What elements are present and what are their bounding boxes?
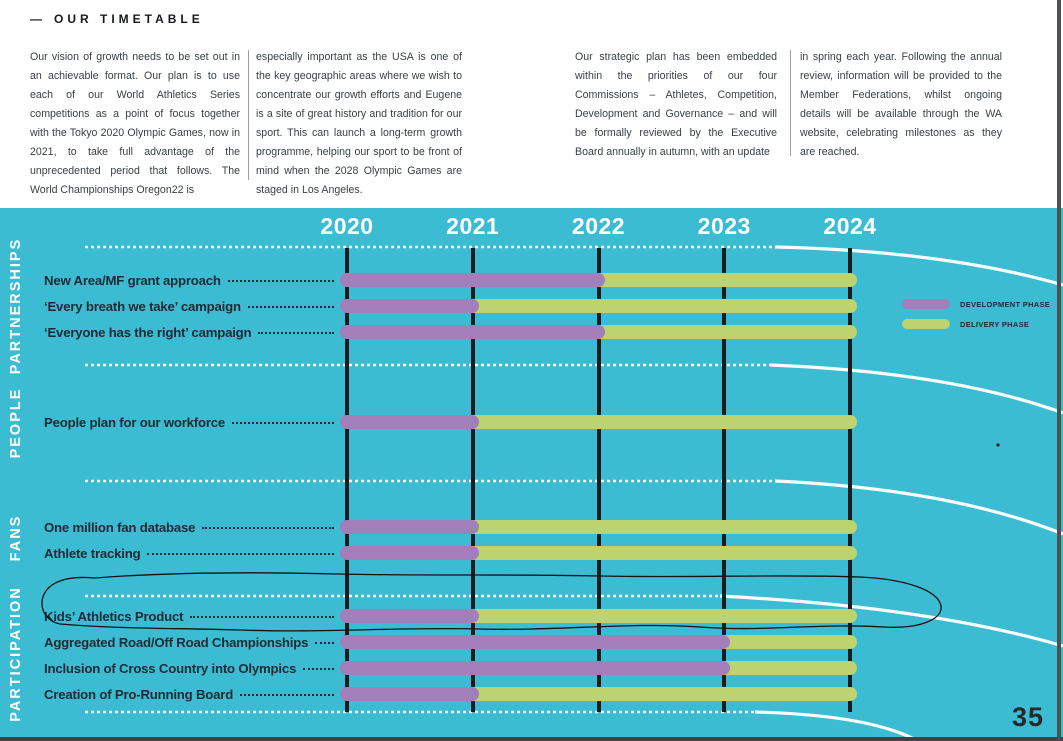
dotted-leader xyxy=(202,527,334,529)
task-label: New Area/MF grant approach xyxy=(44,272,221,288)
year-label-2023: 2023 xyxy=(697,213,751,239)
intro-column-3: Our strategic plan has been embedded within the priorities of our four Commissions – Athletes, Competition, Development and Governance – and will be formally reviewed by the Executive Board annually in autumn, with an update xyxy=(575,51,777,158)
intro-column-4: in spring each year. Following the annual review, information will be provided to the Member Federations, whilst ongoing details will be available through the WA website, celebrating milestones as they are reached. xyxy=(800,51,1002,158)
task-label: ‘Every breath we take’ campaign xyxy=(44,298,241,314)
delivery-bar xyxy=(463,687,857,701)
page-right-edge xyxy=(1057,0,1061,741)
page-number: 35 xyxy=(1012,702,1045,732)
legend-label: DELIVERY PHASE xyxy=(960,319,1030,329)
task-row xyxy=(44,322,336,342)
dotted-leader xyxy=(147,553,334,555)
timetable-chart xyxy=(0,208,1063,737)
task-label: Kids’ Athletics Product xyxy=(44,608,184,624)
development-bar xyxy=(340,415,479,429)
task-row xyxy=(44,270,336,290)
task-row xyxy=(44,543,336,563)
task-label: ‘Everyone has the right’ campaign xyxy=(44,324,252,340)
delivery-bar xyxy=(463,299,857,313)
section-label-people: PEOPLE xyxy=(8,387,24,459)
task-label: People plan for our workforce xyxy=(44,414,226,430)
dotted-leader xyxy=(232,422,334,424)
legend xyxy=(902,299,1050,339)
task-row xyxy=(44,412,336,432)
column-divider xyxy=(790,50,791,156)
year-label-2022: 2022 xyxy=(571,213,626,239)
task-row xyxy=(44,606,336,626)
section-label-fans: FANS xyxy=(8,514,24,562)
intro-column-1: Our vision of growth needs to be set out in an achievable format. Our plan is to use each of our World Athletics Series competitions as a point of focus together with the Tokyo 2020 Olympic Games, now in 2021, to take full advantage of the unprecedented period that follows. The World Championships Oregon22 is xyxy=(30,51,240,196)
task-row xyxy=(44,517,336,537)
section-label-partnerships: PARTNERSHIPS xyxy=(8,237,24,375)
task-row xyxy=(44,658,336,678)
intro-column-2: especially important as the USA is one of the key geographic areas where we wish to concentrate our growth efforts and Eugene is a site of great history and tradition for our sport. This can launch a long-term growth programme, helping our sport to be front of mind when the 2028 Olympic Games are staged in Los Angeles. xyxy=(256,51,462,196)
development-bar xyxy=(340,687,479,701)
page-bottom-edge xyxy=(0,737,1063,741)
task-row xyxy=(44,632,336,652)
lane-curve xyxy=(755,712,918,737)
legend-entry-development xyxy=(902,299,1050,309)
delivery-bar xyxy=(463,520,857,534)
title-text: OUR TIMETABLE xyxy=(54,12,204,26)
ink-dot xyxy=(996,443,999,446)
development-bar xyxy=(340,635,730,649)
development-bar xyxy=(340,299,479,313)
dotted-leader xyxy=(248,306,334,308)
legend-label: DEVELOPMENT PHASE xyxy=(960,299,1051,309)
delivery-bar xyxy=(714,661,857,675)
dotted-leader xyxy=(190,616,334,618)
development-bar xyxy=(340,661,730,675)
column-divider xyxy=(248,50,249,180)
delivery-phase-swatch xyxy=(902,319,950,329)
task-label: Inclusion of Cross Country into Olympics xyxy=(44,660,297,676)
year-label-2021: 2021 xyxy=(446,213,500,239)
year-label-2024: 2024 xyxy=(823,213,877,239)
task-row xyxy=(44,684,336,704)
dotted-leader xyxy=(228,280,334,282)
delivery-bar xyxy=(463,609,857,623)
delivery-bar xyxy=(463,415,857,429)
delivery-bar xyxy=(589,325,858,339)
dotted-leader xyxy=(315,642,334,644)
dotted-leader xyxy=(258,332,334,334)
task-label: Aggregated Road/Off Road Championships xyxy=(44,634,309,650)
development-bar xyxy=(340,325,605,339)
title-dash: — xyxy=(30,12,42,26)
page-title xyxy=(30,12,204,26)
task-label: Creation of Pro-Running Board xyxy=(44,686,234,702)
development-bar xyxy=(340,546,479,560)
section-label-participation: PARTICIPATION xyxy=(8,586,24,722)
delivery-bar xyxy=(463,546,857,560)
year-label-2020: 2020 xyxy=(320,213,374,239)
lane-curve xyxy=(770,365,1063,413)
delivery-bar xyxy=(714,635,857,649)
development-bar xyxy=(340,609,479,623)
development-bar xyxy=(340,520,479,534)
dotted-leader xyxy=(240,694,334,696)
task-label: One million fan database xyxy=(44,519,196,535)
development-bar xyxy=(340,273,605,287)
development-phase-swatch xyxy=(902,299,950,309)
delivery-bar xyxy=(589,273,858,287)
legend-entry-delivery xyxy=(902,319,1050,329)
task-label: Athlete tracking xyxy=(44,545,141,561)
dotted-leader xyxy=(303,668,334,670)
task-row xyxy=(44,296,336,316)
